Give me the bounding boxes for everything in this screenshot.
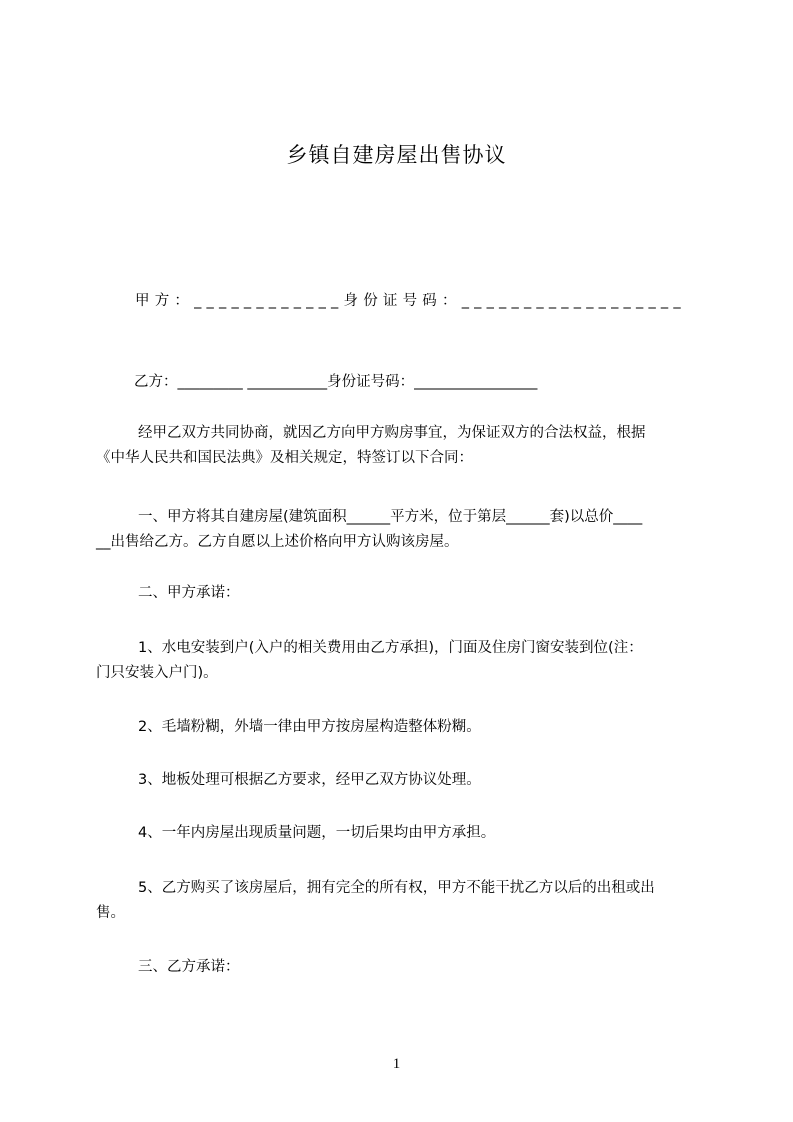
party-a-line: 甲方：____________身份证号码：__________________ <box>135 293 686 309</box>
clause-1-line-2: __出售给乙方。乙方自愿以上述价格向甲方认购该房屋。 <box>96 534 459 550</box>
intro-paragraph <box>96 421 706 471</box>
item-3-paragraph <box>96 768 706 793</box>
item-5-line-1: 5、乙方购买了该房屋后，拥有完全的所有权，甲方不能干扰乙方以后的出租或出 <box>138 880 655 896</box>
section-3-heading-text: 三、乙方承诺： <box>138 959 240 975</box>
item-5-line-2: 售。 <box>96 905 125 921</box>
item-2-line: 2、毛墙粉糊，外墙一律由甲方按房屋构造整体粉糊。 <box>138 719 481 735</box>
item-1-paragraph <box>96 636 706 686</box>
intro-line-1: 经甲乙双方共同协商，就因乙方向甲方购房事宜，为保证双方的合法权益，根据 <box>138 425 646 441</box>
section-2-heading <box>96 581 706 606</box>
document-title: 乡镇自建房屋出售协议 <box>286 143 507 167</box>
item-1-line-1: 1、水电安装到户(入户的相关费用由乙方承担)，门面及住房门窗安装到位(注： <box>138 640 643 656</box>
intro-line-2: 《中华人民共和国民法典》及相关规定，特签订以下合同： <box>96 450 473 466</box>
item-2-paragraph <box>96 715 706 740</box>
party-b-line: 乙方：_________ ___________身份证号码：_________________ <box>134 374 538 390</box>
item-3-line: 3、地板处理可根据乙方要求，经甲乙双方协议处理。 <box>138 772 481 788</box>
clause-1-paragraph <box>96 505 706 555</box>
item-4-paragraph <box>96 821 706 846</box>
item-5-paragraph <box>96 876 706 926</box>
page-number: 1 <box>392 1056 401 1072</box>
section-3-heading <box>96 955 706 980</box>
section-2-heading-text: 二、甲方承诺： <box>138 585 240 601</box>
item-1-line-2: 门只安装入户门)。 <box>96 665 218 681</box>
item-4-line: 4、一年内房屋出现质量问题，一切后果均由甲方承担。 <box>138 825 496 841</box>
clause-1-line-1: 一、甲方将其自建房屋(建筑面积______平方米，位于第层______套)以总价____ <box>138 509 643 525</box>
